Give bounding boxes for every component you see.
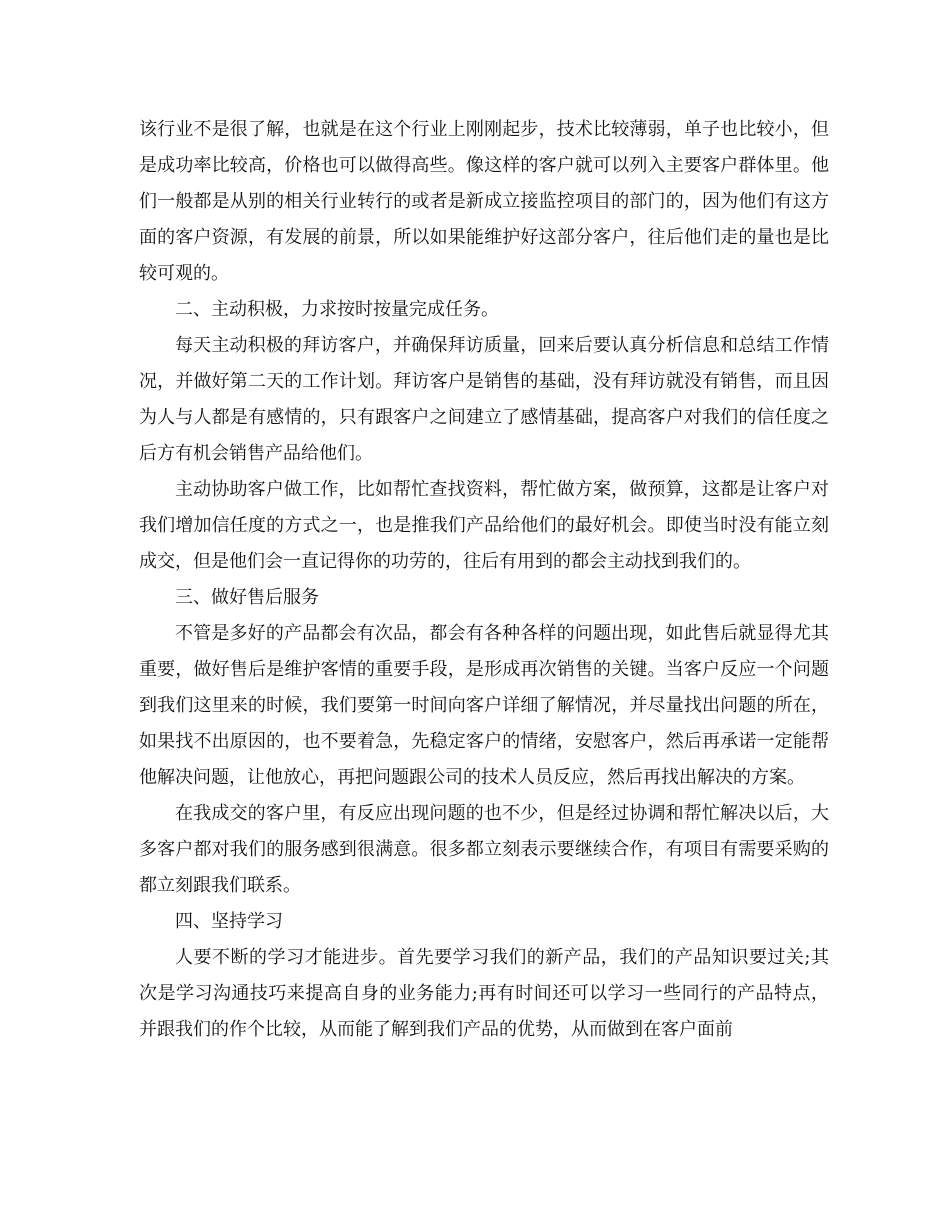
section-heading-2: 二、主动积极，力求按时按量完成任务。 [175,299,499,320]
paragraph-4: 主动协助客户做工作，比如帮忙查找资料，帮忙做方案，做预算，这都是让客户对我们增加信任度的方式之一，也是推我们产品给他们的最好机会。即使当时没有能立刻成交，但是他们会一直记得你的功劳的，往后有用到的都会主动找到我们的。 [139,479,829,572]
paragraph-9: 人要不断的学习才能进步。首先要学习我们的新产品，我们的产品知识要过关;其次是学习沟通技巧来提高自身的业务能力;再有时间还可以学习一些同行的产品特点，并跟我们的作个比较，从而能了解到我们产品的优势，从而做到在客户面前 [139,947,829,1040]
section-heading-3: 三、做好售后服务 [175,587,319,608]
document-body [139,112,829,1048]
paragraph-6: 不管是多好的产品都会有次品，都会有各种各样的问题出现，如此售后就显得尤其重要，做好售后是维护客情的重要手段，是形成再次销售的关键。当客户反应一个问题到我们这里来的时候，我们要第一时间向客户详细了解情况，并尽量找出问题的所在，如果找不出原因的，也不要着急，先稳定客户的情绪，安慰客户，然后再承诺一定能帮他解决问题，让他放心，再把问题跟公司的技术人员反应，然后再找出解决的方案。 [139,623,829,788]
paragraph-1: 该行业不是很了解，也就是在这个行业上刚刚起步，技术比较薄弱，单子也比较小，但是成功率比较高，价格也可以做得高些。像这样的客户就可以列入主要客户群体里。他们一般都是从别的相关行业转行的或者是新成立接监控项目的部门的，因为他们有这方面的客户资源，有发展的前景，所以如果能维护好这部分客户，往后他们走的量也是比较可观的。 [139,119,829,284]
section-heading-4: 四、坚持学习 [175,911,283,932]
paragraph-3: 每天主动积极的拜访客户，并确保拜访质量，回来后要认真分析信息和总结工作情况，并做好第二天的工作计划。拜访客户是销售的基础，没有拜访就没有销售，而且因为人与人都是有感情的，只有跟客户之间建立了感情基础，提高客户对我们的信任度之后方有机会销售产品给他们。 [139,335,829,464]
paragraph-7: 在我成交的客户里，有反应出现问题的也不少，但是经过协调和帮忙解决以后，大多客户都对我们的服务感到很满意。很多都立刻表示要继续合作，有项目有需要采购的都立刻跟我们联系。 [139,803,829,896]
